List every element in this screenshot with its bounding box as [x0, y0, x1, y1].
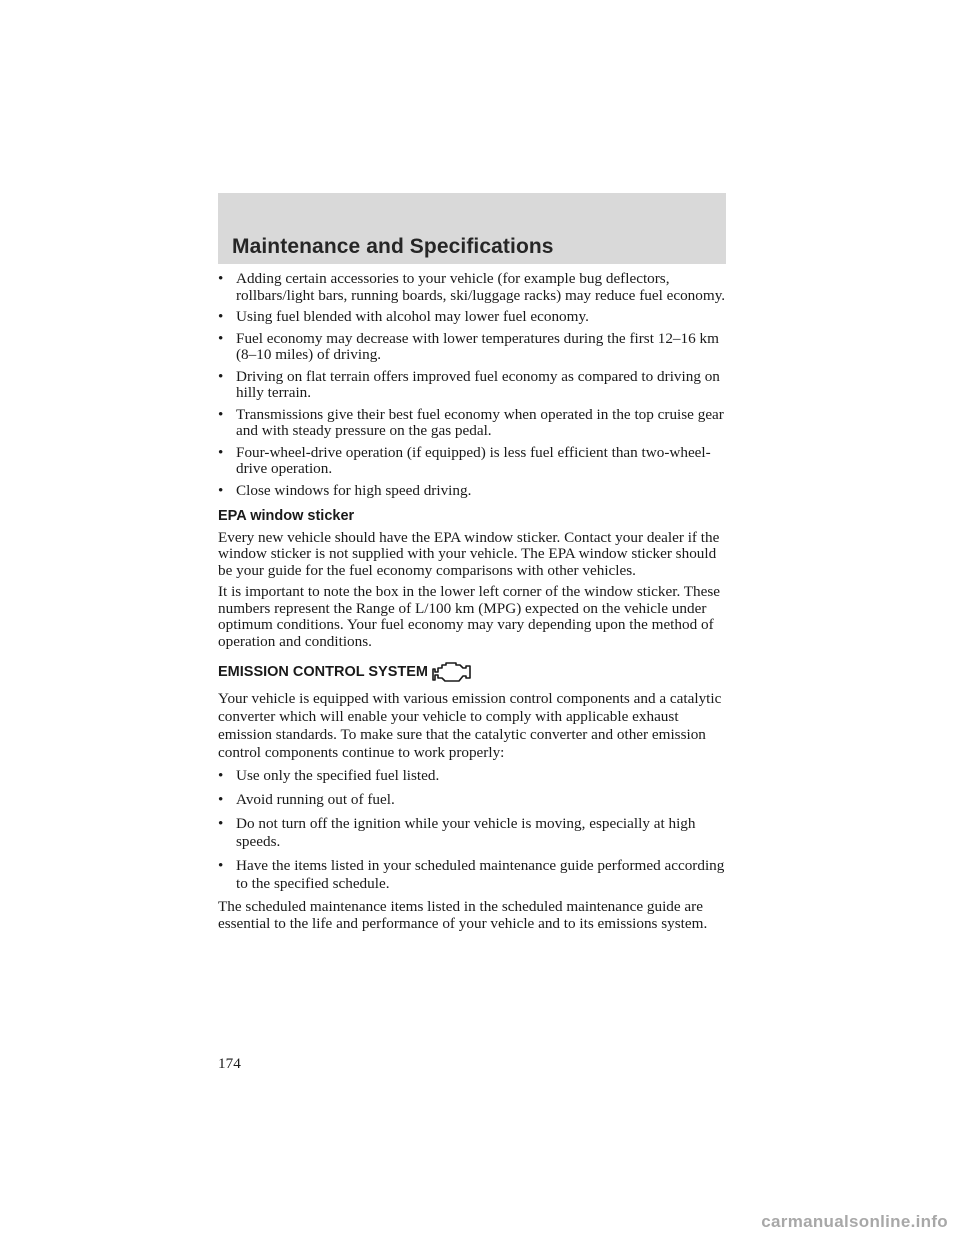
bullet-icon: • — [218, 308, 224, 325]
page-content — [218, 271, 732, 937]
bullet-icon: • — [218, 791, 224, 808]
list-item: • Transmissions give their best fuel economy when operated in the top cruise gear and with steady pressure on the gas pedal. — [218, 405, 724, 439]
list-item: • Do not turn off the ignition while your vehicle is moving, especially at high speeds. — [218, 815, 696, 850]
bullet-icon: • — [218, 329, 224, 347]
bullet-icon: • — [218, 767, 224, 784]
bullet-icon: • — [218, 443, 224, 461]
bullet-icon: • — [218, 815, 224, 832]
epa-paragraph-1: Every new vehicle should have the EPA window sticker. Contact your dealer if the window sticker is not supplied with your vehicle. The EPA window sticker should be your guide for the fuel economy comparisons with other vehicles. — [218, 528, 720, 579]
emission-paragraph-2: The scheduled maintenance items listed in the scheduled maintenance guide are essential to the life and performance of your vehicle and to its emissions system. — [218, 898, 708, 932]
epa-heading: EPA window sticker — [218, 508, 355, 524]
bullet-icon: • — [218, 481, 224, 499]
section-title: Maintenance and Specifications — [232, 235, 554, 258]
bullet-icon: • — [218, 270, 224, 287]
bullet-icon: • — [218, 857, 224, 874]
watermark-text: carmanualsonline.info — [761, 1212, 948, 1231]
bullet-icon: • — [218, 405, 224, 423]
emission-bullet-list — [218, 767, 732, 893]
list-item: • Have the items listed in your scheduled maintenance guide performed according to the specified schedule. — [218, 857, 725, 892]
list-item: • Driving on flat terrain offers improved fuel economy as compared to driving on hilly terrain. — [218, 367, 720, 401]
list-item: • Use only the specified fuel listed. — [218, 767, 440, 784]
list-item: • Adding certain accessories to your vehicle (for example bug deflectors, rollbars/light bars, running boards, ski/luggage racks) may reduce fuel economy. — [218, 270, 726, 304]
emission-paragraph-1: Your vehicle is equipped with various emission control components and a catalytic converter which will enable your vehicle to comply with applicable exhaust emission standards. To make sure that the catalytic converter and other emission control components continue to work properly: — [218, 690, 722, 761]
list-item: • Four-wheel-drive operation (if equipped) is less fuel efficient than two-wheel-drive operation. — [218, 443, 711, 477]
list-item: • Avoid running out of fuel. — [218, 791, 395, 808]
emission-heading: EMISSION CONTROL SYSTEM — [218, 659, 732, 685]
epa-paragraph-2: It is important to note the box in the lower left corner of the window sticker. These numbers represent the Range of L/100 km (MPG) expected on the vehicle under optimum conditions. Your fuel economy may vary depending upon the method of operation and conditions. — [218, 583, 721, 650]
bullet-icon: • — [218, 367, 224, 385]
list-item: • Fuel economy may decrease with lower temperatures during the first 12–16 km (8–10 miles) of driving. — [218, 329, 719, 363]
check-engine-icon — [432, 659, 476, 685]
section-header-band — [218, 193, 726, 264]
list-item: • Close windows for high speed driving. — [218, 481, 472, 499]
list-item: • Using fuel blended with alcohol may lower fuel economy. — [218, 308, 589, 325]
fuel-economy-bullet-list — [218, 271, 732, 499]
page-number: 174 — [218, 1055, 241, 1072]
